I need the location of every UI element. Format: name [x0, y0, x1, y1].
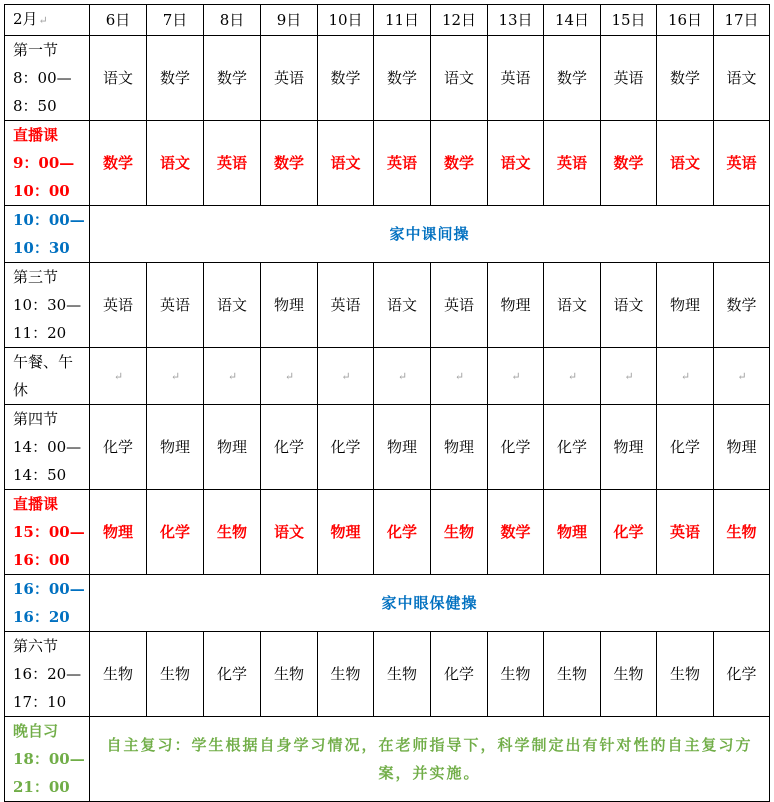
class-schedule-table [4, 4, 770, 802]
subject-cell: 数学 [544, 36, 601, 121]
subject-cell: 化学 [714, 632, 770, 717]
break-exercise-row [5, 206, 770, 263]
paragraph-mark-icon: ↵ [511, 370, 521, 383]
subject-cell: 英语 [601, 36, 657, 121]
paragraph-mark-icon: ↵ [680, 370, 691, 383]
subject-cell: 数学 [488, 490, 544, 575]
subject-cell: 数学 [261, 121, 318, 206]
subject-cell: 语文 [90, 36, 147, 121]
period-label: 第一节 8：00— 8：50 [5, 36, 90, 121]
subject-cell: 物理 [374, 405, 431, 490]
paragraph-mark-icon: ↵ [113, 370, 124, 383]
period-6-row [5, 632, 770, 717]
day-header: 12日 [431, 5, 488, 36]
subject-cell: 化学 [261, 405, 318, 490]
period-label: 午餐、午 休 [5, 348, 90, 405]
period-3-row [5, 263, 770, 348]
subject-cell: 生物 [261, 632, 318, 717]
period-1-row [5, 36, 770, 121]
subject-cell: 生物 [657, 632, 714, 717]
empty-cell [714, 348, 770, 405]
subject-cell: 英语 [431, 263, 488, 348]
empty-cell [601, 348, 657, 405]
day-header: 17日 [714, 5, 770, 36]
paragraph-mark-icon: ↵ [38, 14, 48, 27]
subject-cell: 语文 [601, 263, 657, 348]
subject-cell: 数学 [601, 121, 657, 206]
subject-cell: 英语 [657, 490, 714, 575]
paragraph-mark-icon: ↵ [284, 370, 295, 383]
subject-cell: 生物 [147, 632, 204, 717]
period-4-row [5, 405, 770, 490]
subject-cell: 数学 [204, 36, 261, 121]
month-label: 2月 [13, 10, 38, 28]
subject-cell: 物理 [714, 405, 770, 490]
subject-cell: 物理 [90, 490, 147, 575]
subject-cell: 化学 [374, 490, 431, 575]
live-class-1-row [5, 121, 770, 206]
paragraph-mark-icon: ↵ [341, 370, 351, 383]
paragraph-mark-icon: ↵ [624, 370, 634, 383]
subject-cell: 语文 [374, 263, 431, 348]
paragraph-mark-icon: ↵ [170, 370, 181, 383]
subject-cell: 英语 [90, 263, 147, 348]
paragraph-mark-icon: ↵ [567, 370, 578, 383]
subject-cell: 数学 [318, 36, 374, 121]
subject-cell: 语文 [147, 121, 204, 206]
empty-cell [147, 348, 204, 405]
subject-cell: 化学 [488, 405, 544, 490]
activity-cell: 家中课间操 [90, 206, 770, 263]
subject-cell: 生物 [318, 632, 374, 717]
period-label: 16：00— 16：20 [5, 575, 90, 632]
subject-cell: 物理 [488, 263, 544, 348]
subject-cell: 数学 [147, 36, 204, 121]
empty-cell [544, 348, 601, 405]
day-header: 13日 [488, 5, 544, 36]
subject-cell: 语文 [657, 121, 714, 206]
empty-cell [488, 348, 544, 405]
subject-cell: 语文 [318, 121, 374, 206]
subject-cell: 英语 [204, 121, 261, 206]
subject-cell: 语文 [431, 36, 488, 121]
subject-cell: 化学 [318, 405, 374, 490]
subject-cell: 语文 [714, 36, 770, 121]
subject-cell: 生物 [374, 632, 431, 717]
eye-exercise-row [5, 575, 770, 632]
period-label: 第三节 10：30— 11：20 [5, 263, 90, 348]
subject-cell: 数学 [714, 263, 770, 348]
subject-cell: 生物 [544, 632, 601, 717]
subject-cell: 化学 [601, 490, 657, 575]
subject-cell: 语文 [488, 121, 544, 206]
header-row [5, 5, 770, 36]
empty-cell [657, 348, 714, 405]
activity-cell: 家中眼保健操 [90, 575, 770, 632]
day-header: 7日 [147, 5, 204, 36]
subject-cell: 物理 [657, 263, 714, 348]
subject-cell: 生物 [204, 490, 261, 575]
day-header: 10日 [318, 5, 374, 36]
subject-cell: 物理 [601, 405, 657, 490]
subject-cell: 英语 [544, 121, 601, 206]
day-header: 8日 [204, 5, 261, 36]
lunch-row [5, 348, 770, 405]
subject-cell: 数学 [431, 121, 488, 206]
subject-cell: 化学 [431, 632, 488, 717]
subject-cell: 物理 [544, 490, 601, 575]
subject-cell: 化学 [147, 490, 204, 575]
period-label: 晚自习 18：00— 21：00 [5, 717, 90, 802]
empty-cell [90, 348, 147, 405]
paragraph-mark-icon: ↵ [737, 370, 747, 383]
subject-cell: 物理 [261, 263, 318, 348]
day-header: 15日 [601, 5, 657, 36]
subject-cell: 化学 [544, 405, 601, 490]
month-cell [5, 5, 90, 36]
evening-note-cell: 自主复习：学生根据自身学习情况，在老师指导下，科学制定出有针对性的自主复习方案，并实施。 [90, 717, 770, 802]
day-header: 11日 [374, 5, 431, 36]
day-header: 16日 [657, 5, 714, 36]
paragraph-mark-icon: ↵ [454, 370, 465, 383]
subject-cell: 英语 [147, 263, 204, 348]
subject-cell: 生物 [488, 632, 544, 717]
period-label: 10：00— 10：30 [5, 206, 90, 263]
paragraph-mark-icon: ↵ [227, 370, 238, 383]
empty-cell [431, 348, 488, 405]
subject-cell: 英语 [714, 121, 770, 206]
subject-cell: 生物 [714, 490, 770, 575]
subject-cell: 物理 [204, 405, 261, 490]
day-header: 9日 [261, 5, 318, 36]
live-class-2-row [5, 490, 770, 575]
subject-cell: 语文 [544, 263, 601, 348]
subject-cell: 数学 [90, 121, 147, 206]
period-label: 第四节 14：00— 14：50 [5, 405, 90, 490]
subject-cell: 化学 [204, 632, 261, 717]
subject-cell: 英语 [374, 121, 431, 206]
empty-cell [318, 348, 374, 405]
subject-cell: 数学 [374, 36, 431, 121]
empty-cell [261, 348, 318, 405]
empty-cell [204, 348, 261, 405]
evening-study-row [5, 717, 770, 802]
day-header: 6日 [90, 5, 147, 36]
subject-cell: 英语 [318, 263, 374, 348]
period-label: 第六节 16：20— 17：10 [5, 632, 90, 717]
period-label: 直播课 9：00— 10：00 [5, 121, 90, 206]
subject-cell: 物理 [318, 490, 374, 575]
paragraph-mark-icon: ↵ [397, 370, 408, 383]
period-label: 直播课 15：00— 16：00 [5, 490, 90, 575]
subject-cell: 物理 [431, 405, 488, 490]
subject-cell: 英语 [261, 36, 318, 121]
subject-cell: 化学 [90, 405, 147, 490]
subject-cell: 物理 [147, 405, 204, 490]
empty-cell [374, 348, 431, 405]
subject-cell: 生物 [431, 490, 488, 575]
subject-cell: 数学 [657, 36, 714, 121]
subject-cell: 生物 [90, 632, 147, 717]
day-header: 14日 [544, 5, 601, 36]
subject-cell: 化学 [657, 405, 714, 490]
subject-cell: 生物 [601, 632, 657, 717]
subject-cell: 语文 [261, 490, 318, 575]
subject-cell: 英语 [488, 36, 544, 121]
subject-cell: 语文 [204, 263, 261, 348]
